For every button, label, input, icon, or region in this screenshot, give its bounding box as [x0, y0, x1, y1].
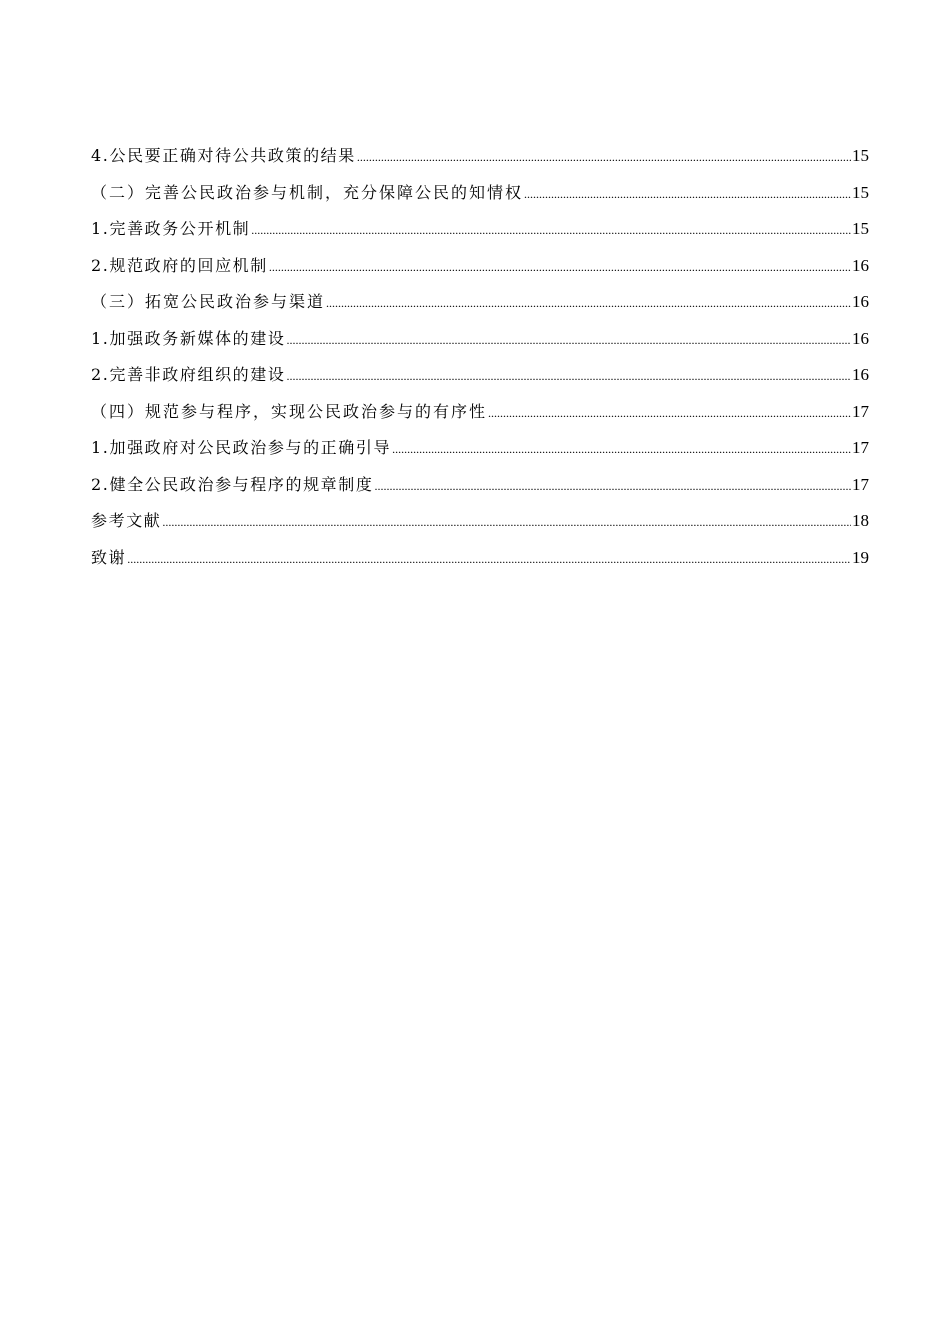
toc-entry-page: 17 [852, 474, 869, 494]
toc-entry[interactable] [91, 325, 869, 362]
table-of-contents [91, 142, 869, 580]
toc-entry-page: 15 [852, 182, 869, 202]
toc-dot-leader [286, 362, 851, 390]
toc-entry-page: 16 [852, 365, 869, 384]
toc-dot-leader [392, 435, 851, 463]
toc-entry[interactable] [91, 142, 869, 179]
toc-dot-leader [286, 326, 851, 354]
toc-entry-page: 17 [852, 438, 869, 457]
toc-entry[interactable] [91, 215, 869, 252]
toc-entry-title: 2.健全公民政治参与程序的规章制度 [91, 474, 374, 494]
toc-entry-title: 1.加强政务新媒体的建设 [91, 328, 286, 348]
toc-entry-page: 16 [852, 255, 869, 275]
toc-entry[interactable] [91, 361, 869, 398]
toc-entry[interactable] [91, 179, 869, 216]
toc-entry-title: （二）完善公民政治参与机制，充分保障公民的知情权 [91, 182, 524, 202]
toc-dot-leader [488, 399, 851, 427]
toc-entry[interactable] [91, 288, 869, 325]
toc-dot-leader [524, 180, 851, 208]
toc-entry-title: 参考文献 [91, 511, 162, 530]
toc-entry-title: （三）拓宽公民政治参与渠道 [91, 292, 326, 311]
toc-entry[interactable] [91, 544, 869, 581]
toc-entry-page: 15 [852, 146, 869, 165]
toc-dot-leader [357, 143, 851, 171]
toc-entry-title: 1.加强政府对公民政治参与的正确引导 [91, 438, 392, 457]
toc-entry-title: 1.完善政务公开机制 [91, 219, 251, 238]
toc-dot-leader [127, 545, 851, 573]
toc-entry[interactable] [91, 252, 869, 289]
toc-entry-title: 4.公民要正确对待公共政策的结果 [91, 146, 356, 165]
toc-entry-page: 18 [852, 511, 869, 530]
toc-dot-leader [374, 472, 851, 500]
toc-dot-leader [162, 508, 851, 536]
toc-entry-title: 2.规范政府的回应机制 [91, 255, 268, 275]
toc-entry-page: 17 [852, 401, 869, 421]
toc-entry-title: （四）规范参与程序，实现公民政治参与的有序性 [91, 401, 488, 421]
toc-dot-leader [326, 289, 851, 317]
toc-entry-page: 19 [852, 547, 869, 567]
toc-entry-page: 15 [852, 219, 869, 238]
toc-entry[interactable] [91, 398, 869, 435]
toc-dot-leader [251, 216, 851, 244]
toc-entry[interactable] [91, 507, 869, 544]
toc-entry-title: 致谢 [91, 547, 127, 567]
toc-entry-page: 16 [852, 292, 869, 311]
toc-dot-leader [269, 253, 851, 281]
toc-entry-page: 16 [852, 328, 869, 348]
toc-entry-title: 2.完善非政府组织的建设 [91, 365, 286, 384]
toc-entry[interactable] [91, 471, 869, 508]
toc-entry[interactable] [91, 434, 869, 471]
